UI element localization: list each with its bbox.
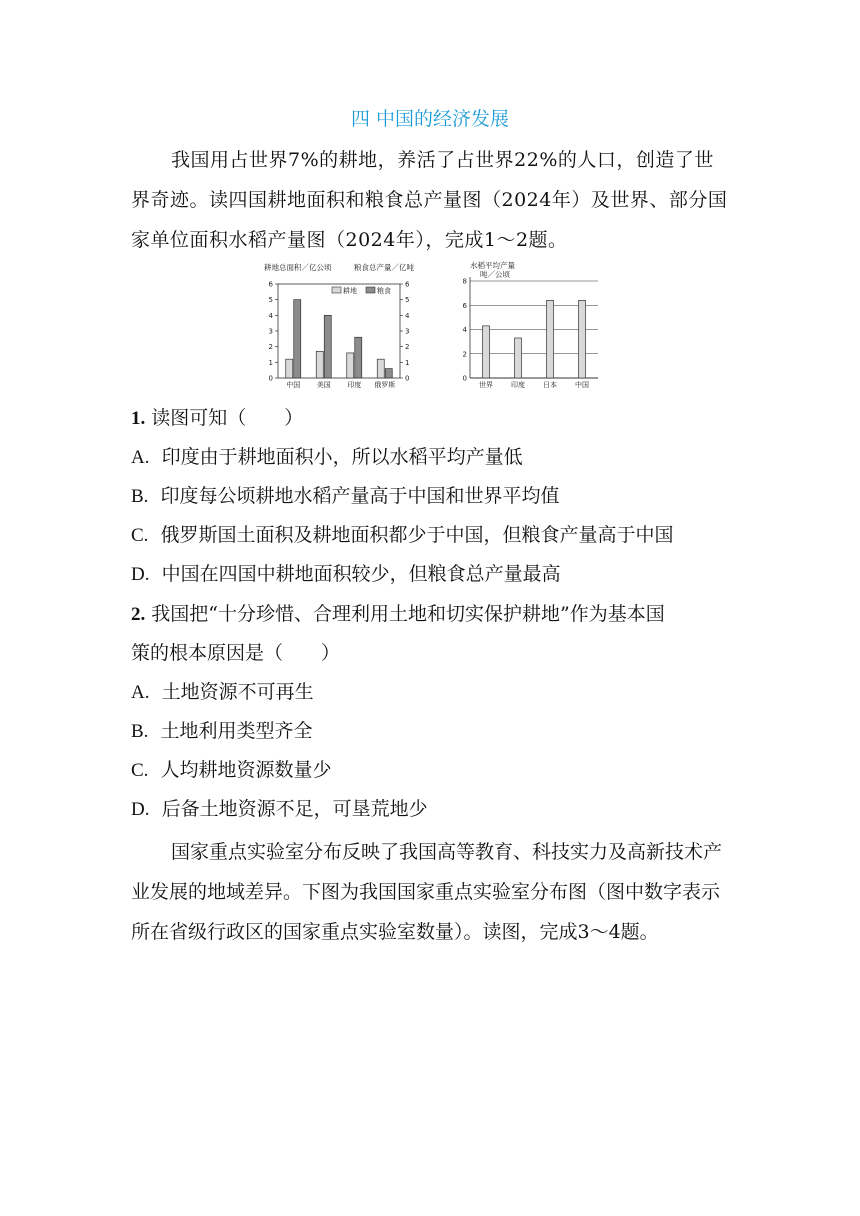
chart2-axis-label-line1: 水稻平均产量 (470, 261, 515, 270)
chart1-bar-粮食-中国 (294, 300, 301, 378)
cropland-grain-chart (264, 262, 414, 389)
question-2-text-line2: 策的根本原因是（ ） (131, 642, 341, 664)
question-2-option-b[interactable] (131, 716, 313, 743)
chart1-left-tick-label: 4 (268, 311, 273, 320)
chart2-category-label: 印度 (511, 381, 525, 389)
question-2-stem-continued (131, 638, 340, 665)
chart1-right-tick-label: 0 (405, 374, 410, 383)
option-letter: B. (131, 721, 149, 742)
option-letter: D. (131, 564, 150, 585)
chart1-legend-label: 耕地 (343, 287, 357, 295)
question-1-option-a[interactable] (131, 442, 523, 469)
charts-figure (258, 256, 610, 392)
chart1-left-tick-label: 2 (268, 343, 273, 352)
option-letter: A. (131, 682, 150, 703)
chart1-bar-粮食-俄罗斯 (385, 369, 392, 378)
question-1-option-b[interactable] (131, 481, 560, 508)
chart2-bar-印度 (515, 338, 522, 378)
chart1-right-tick-label: 3 (405, 327, 410, 336)
question-2-stem (131, 599, 665, 626)
chart1-left-tick-label: 5 (268, 296, 273, 305)
intro-paragraph: 我国用占世界7%的耕地，养活了占世界22%的人口，创造了世界奇迹。读四国耕地面积和粮食总产量图（2024年）及世界、部分国家单位面积水稻产量图（2024年），完成1～2题。 (131, 149, 728, 251)
chart2-axis-label-line2: 吨／公顷 (480, 270, 510, 279)
chart2-bar-世界 (483, 326, 490, 378)
question-1-option-c[interactable] (131, 520, 674, 547)
chart1-right-axis-label: 粮食总产量／亿吨 (354, 263, 414, 272)
chart1-legend-swatch (332, 287, 341, 293)
chart2-tick-label: 6 (462, 301, 467, 310)
chart1-right-tick-label: 4 (405, 311, 410, 320)
chart2-category-label: 世界 (479, 381, 493, 389)
option-letter: A. (131, 447, 150, 468)
question-2-number: 2. (131, 604, 146, 625)
chart1-bar-耕地-美国 (316, 351, 323, 378)
chart1-right-tick-label: 6 (405, 280, 410, 289)
rice-yield-chart (463, 260, 598, 389)
option-letter: B. (131, 486, 149, 507)
option-letter: C. (131, 760, 149, 781)
chart1-left-axis-label: 耕地总面积／亿公顷 (264, 263, 332, 272)
chart1-category-label: 美国 (316, 381, 331, 389)
chart1-left-tick-label: 3 (268, 327, 273, 336)
chart1-right-tick-label: 5 (405, 296, 410, 305)
chart1-category-label: 中国 (286, 381, 301, 389)
chart1-left-tick-label: 6 (268, 280, 273, 289)
question-2-option-a[interactable] (131, 677, 314, 704)
chart2-category-label: 日本 (543, 381, 557, 389)
option-text: 俄罗斯国土面积及耕地面积都少于中国，但粮食产量高于中国 (160, 524, 674, 546)
chart2-bar-中国 (579, 300, 586, 378)
page-title: 四 中国的经济发展 (350, 108, 510, 130)
chart1-right-tick-label: 2 (405, 343, 410, 352)
chart1-bar-耕地-印度 (347, 353, 354, 378)
chart1-bar-粮食-印度 (355, 337, 362, 378)
option-text: 人均耕地资源数量少 (160, 759, 332, 781)
option-letter: C. (131, 525, 149, 546)
chart1-bar-耕地-俄罗斯 (377, 359, 384, 378)
option-text: 土地利用类型齐全 (160, 720, 313, 742)
chart2-tick-label: 2 (462, 350, 467, 359)
chart1-left-tick-label: 1 (268, 358, 273, 367)
chart2-bar-日本 (547, 300, 554, 378)
question-1-number: 1. (131, 408, 146, 429)
chart1-bar-耕地-中国 (286, 359, 293, 378)
question-1-option-d[interactable] (131, 559, 561, 586)
chart1-right-tick-label: 1 (405, 358, 410, 367)
chart2-tick-label: 8 (462, 277, 467, 286)
option-text: 印度每公顷耕地水稻产量高于中国和世界平均值 (160, 485, 560, 507)
option-text: 中国在四国中耕地面积较少，但粮食总产量最高 (161, 563, 561, 585)
chart1-bar-粮食-美国 (324, 315, 331, 378)
option-text: 印度由于耕地面积小，所以水稻平均产量低 (161, 446, 523, 468)
chart1-legend-label: 粮食 (377, 287, 391, 295)
charts-svg (258, 256, 610, 392)
question-1-stem (131, 403, 303, 430)
question-2-text-line1: 我国把“十分珍惜、合理利用土地和切实保护耕地”作为基本国 (151, 603, 665, 625)
option-text: 后备土地资源不足，可垦荒地少 (161, 798, 428, 820)
question-2-option-d[interactable] (131, 794, 428, 821)
question-2-option-c[interactable] (131, 755, 332, 782)
chart1-category-label: 俄罗斯 (374, 381, 396, 389)
chart2-category-label: 中国 (575, 381, 589, 389)
chart2-tick-label: 4 (462, 326, 467, 334)
intro-paragraph-2: 国家重点实验室分布反映了我国高等教育、科技实力及高新技术产业发展的地域差异。下图为我国国家重点实验室分布图（图中数字表示所在省级行政区的国家重点实验室数量）。读图，完成3～4题。 (131, 841, 723, 943)
option-letter: D. (131, 799, 150, 820)
chart1-legend-swatch (366, 287, 375, 293)
chart1-category-label: 印度 (347, 381, 362, 389)
option-text: 土地资源不可再生 (161, 681, 314, 703)
question-1-text: 读图可知（ ） (151, 407, 304, 429)
chart2-tick-label: 0 (462, 374, 467, 383)
chart1-left-tick-label: 0 (268, 374, 273, 383)
